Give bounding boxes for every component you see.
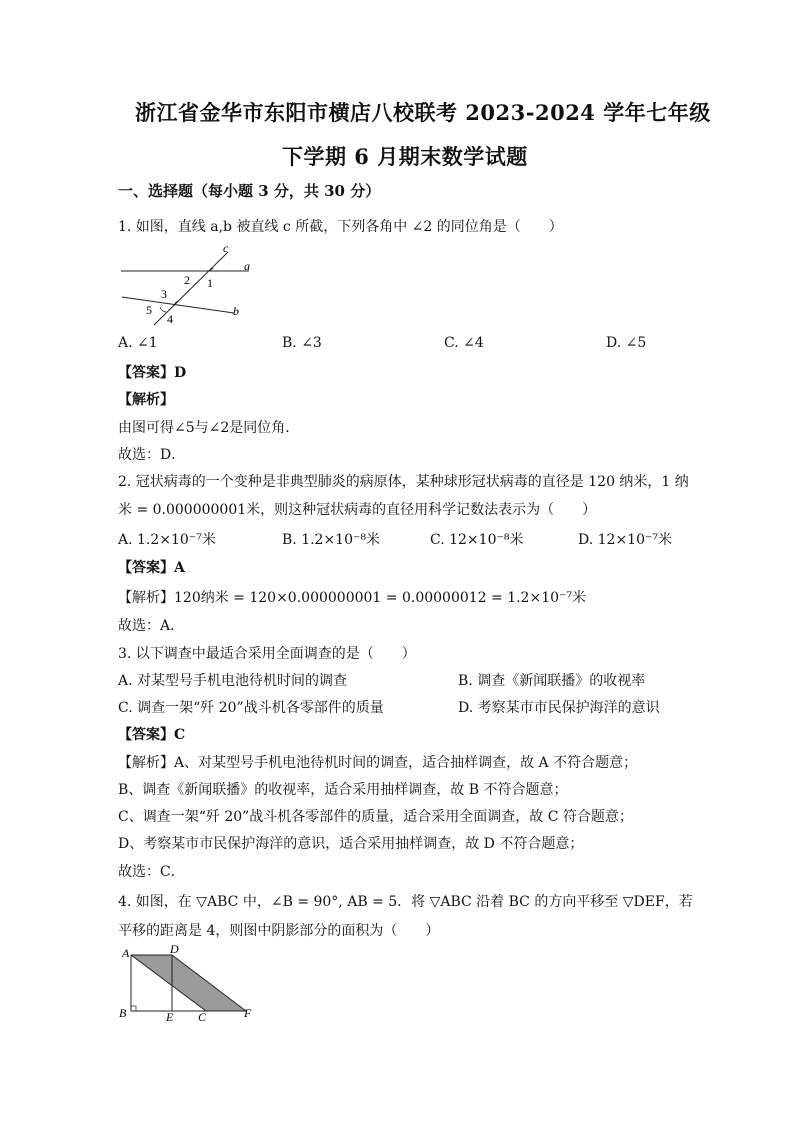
q2-conclusion: 故选：A．	[118, 618, 185, 634]
q3-analysis-line2: B、调查《新闻联播》的收视率，适合采用抽样调查，故 B 不符合题意；	[118, 782, 568, 798]
q1-figure	[116, 240, 266, 328]
q1-option-c: C. ∠4	[444, 335, 484, 351]
q1-option-d: D. ∠5	[606, 335, 647, 351]
q1-label-4: 4	[167, 312, 173, 326]
q1-label-b: b	[233, 304, 239, 318]
q2-analysis: 【解析】120纳米 = 120×0.000000001 = 0.00000012 = 1.2×10⁻⁷米	[118, 590, 587, 606]
q3-option-d: D. 考察某市市民保护海洋的意识	[458, 700, 660, 716]
q4-label-d: D	[170, 945, 179, 956]
q1-analysis-label: 【解析】	[118, 392, 174, 408]
q2-option-d: D. 12×10⁻⁷米	[578, 532, 672, 548]
q1-option-a: A. ∠1	[118, 335, 158, 351]
q1-label-1: 1	[207, 276, 213, 290]
q4-label-e: E	[166, 1010, 174, 1024]
q1-analysis: 由图可得∠5与∠2是同位角．	[118, 420, 300, 436]
q1-label-a: a	[244, 259, 250, 273]
q3-option-b: B. 调查《新闻联播》的收视率	[458, 673, 646, 689]
q4-stem-line2: 平移的距离是 4，则图中阴影部分的面积为（ ）	[118, 923, 440, 939]
q2-answer: 【答案】A	[118, 560, 185, 576]
q1-label-3: 3	[161, 287, 167, 301]
q2-option-c: C. 12×10⁻⁸米	[430, 532, 524, 548]
section-heading: 一、选择题（每小题 3 分，共 30 分）	[118, 182, 381, 200]
q3-analysis-line4: D、考察某市市民保护海洋的意识，适合采用抽样调查，故 D 不符合题意；	[118, 836, 584, 852]
q3-answer: 【答案】C	[118, 727, 186, 743]
q3-option-a: A. 对某型号手机电池待机时间的调查	[118, 673, 348, 689]
q3-analysis-line1: 【解析】A、对某型号手机电池待机时间的调查，适合抽样调查，故 A 不符合题意；	[118, 755, 638, 771]
q1-label-5: 5	[146, 303, 152, 317]
q2-stem-line1: 2. 冠状病毒的一个变种是非典型肺炎的病原体，某种球形冠状病毒的直径是 120 纳米，1 纳	[118, 474, 689, 490]
q3-stem: 3. 以下调查中最适合采用全面调查的是（ ）	[118, 646, 416, 662]
q4-figure	[116, 945, 266, 1025]
q4-stem-line1: 4. 如图，在 ▽ABC 中，∠B = 90°, AB = 5．将 ▽ABC 沿着 BC 的方向平移至 ▽DEF，若	[118, 894, 693, 910]
q3-option-c: C. 调查一架“歼 20”战斗机各零部件的质量	[118, 700, 384, 716]
q3-analysis-line3: C、调查一架“歼 20”战斗机各零部件的质量，适合采用全面调查，故 C 符合题意；	[118, 809, 633, 825]
q1-conclusion: 故选：D．	[118, 447, 186, 463]
q3-conclusion: 故选：C．	[118, 864, 185, 880]
page-title-line1: 浙江省金华市东阳市横店八校联考 2023-2024 学年七年级	[135, 100, 711, 125]
page-title-line2: 下学期 6 月期末数学试题	[282, 144, 528, 169]
q4-label-b: B	[119, 1006, 127, 1020]
q1-option-b: B. ∠3	[282, 335, 322, 351]
q4-label-a: A	[122, 946, 130, 960]
q1-answer: 【答案】D	[118, 365, 187, 381]
q1-stem: 1. 如图，直线 a,b 被直线 c 所截，下列各角中 ∠2 的同位角是（ ）	[118, 219, 563, 235]
q2-option-b: B. 1.2×10⁻⁸米	[282, 532, 380, 548]
q2-option-a: A. 1.2×10⁻⁷米	[118, 532, 216, 548]
q1-label-c: c	[223, 241, 229, 255]
q1-label-2: 2	[184, 273, 190, 287]
q2-stem-line2: 米 = 0.000000001米，则这种冠状病毒的直径用科学记数法表示为（ ）	[118, 502, 597, 518]
q4-label-c: C	[198, 1010, 207, 1024]
q4-label-f: F	[244, 1006, 252, 1020]
